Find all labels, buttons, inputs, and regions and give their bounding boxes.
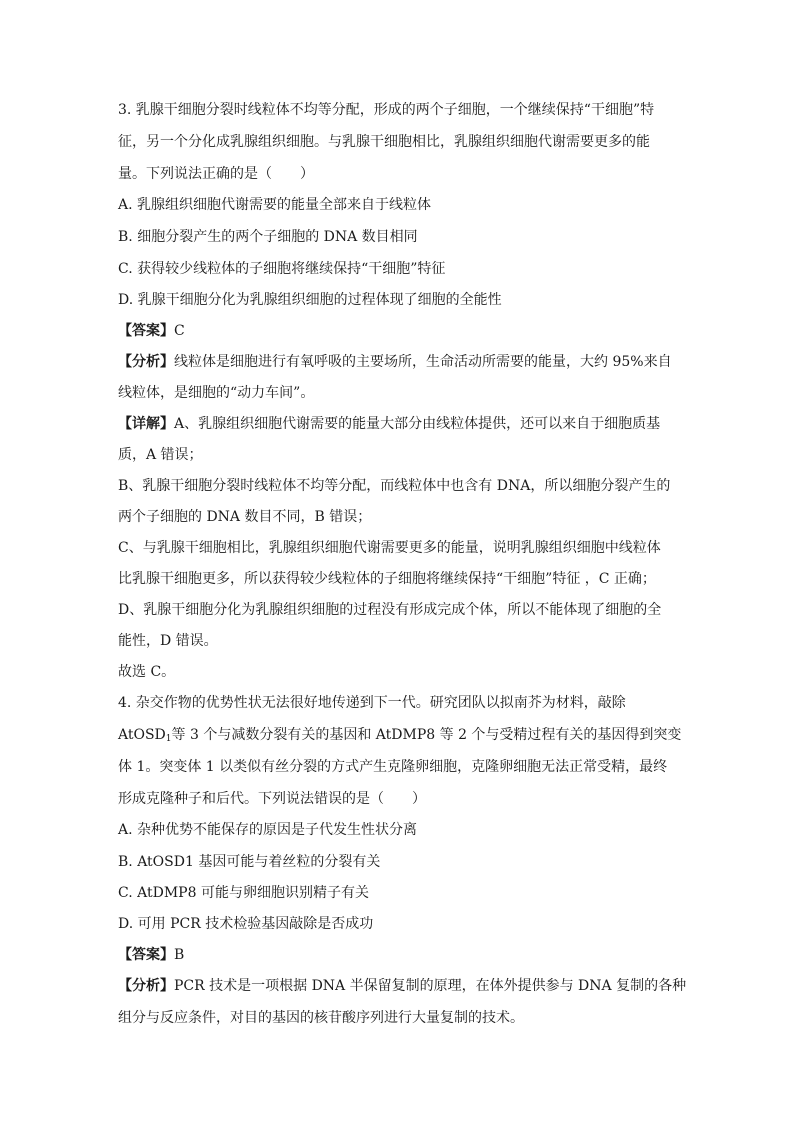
q3-answer-label: 【答案】 bbox=[118, 323, 174, 339]
q4-option-b: B. AtOSD1 基因可能与着丝粒的分裂有关 bbox=[118, 854, 381, 870]
q3-option-b: B. 细胞分裂产生的两个子细胞的 DNA 数目相同 bbox=[118, 229, 418, 245]
q3-detail-line-4: 两个子细胞的 DNA 数目不同，B 错误； bbox=[118, 509, 372, 525]
q4-option-d: D. 可用 PCR 技术检验基因敲除是否成功 bbox=[118, 916, 374, 932]
q4-analysis-text-1: PCR 技术是一项根据 DNA 半保留复制的原理，在体外提供参与 DNA 复制的各种 bbox=[174, 978, 687, 994]
q3-detail-line-6: 比乳腺干细胞更多，所以获得较少线粒体的子细胞将继续保持“干细胞”特征 ，C 正确； bbox=[118, 571, 656, 587]
q3-answer bbox=[118, 321, 185, 341]
q3-detail-line-1 bbox=[118, 414, 660, 434]
q4-answer-label: 【答案】 bbox=[118, 947, 174, 963]
q3-detail-text-1: A、乳腺组织细胞代谢需要的能量大部分由线粒体提供，还可以来自于细胞质基 bbox=[174, 416, 661, 432]
q4-analysis-label: 【分析】 bbox=[118, 978, 174, 994]
q3-detail-line-2: 质，A 错误； bbox=[118, 447, 203, 463]
q3-option-c: C. 获得较少线粒体的子细胞将继续保持“干细胞”特征 bbox=[118, 261, 446, 277]
q3-detail-label: 【详解】 bbox=[118, 416, 174, 432]
q4-option-c: C. AtDMP8 可能与卵细胞识别精子有关 bbox=[118, 885, 369, 901]
q4-analysis-line-1 bbox=[118, 976, 686, 996]
q3-option-d: D. 乳腺干细胞分化为乳腺组织细胞的过程体现了细胞的全能性 bbox=[118, 292, 502, 308]
q4-stem-line-1: 4. 杂交作物的优势性状无法很好地传递到下一代。研究团队以拟南芥为材料，敲除 bbox=[118, 695, 626, 711]
q4-gene-subscript: 1 bbox=[165, 734, 172, 744]
q3-analysis-line-2: 线粒体，是细胞的“动力车间”。 bbox=[118, 385, 315, 401]
q4-stem-line-2 bbox=[118, 725, 681, 745]
q3-stem-line-1: 3. 乳腺干细胞分裂时线粒体不均等分配，形成的两个子细胞，一个继续保持“干细胞”特 bbox=[118, 102, 655, 118]
q4-stem-line-2-rest: 等 3 个与减数分裂有关的基因和 AtDMP8 等 2 个与受精过程有关的基因得到突变 bbox=[171, 727, 682, 743]
q3-option-a: A. 乳腺组织细胞代谢需要的能量全部来自于线粒体 bbox=[118, 197, 432, 213]
q4-answer bbox=[118, 945, 184, 965]
q3-analysis-label: 【分析】 bbox=[118, 354, 174, 370]
q3-stem-line-3: 量。下列说法正确的是（ ） bbox=[118, 166, 314, 182]
q3-detail-line-3: B、乳腺干细胞分裂时线粒体不均等分配，而线粒体中也含有 DNA，所以细胞分裂产生的 bbox=[118, 478, 671, 494]
q3-detail-line-5: C、与乳腺干细胞相比，乳腺组织细胞代谢需要更多的能量，说明乳腺组织细胞中线粒体 bbox=[118, 540, 661, 556]
q4-analysis-line-2: 组分与反应条件，对目的基因的核苷酸序列进行大量复制的技术。 bbox=[118, 1010, 524, 1026]
q4-stem-line-3: 体 1。突变体 1 以类似有丝分裂的方式产生克隆卵细胞，克隆卵细胞无法正常受精，最终 bbox=[118, 759, 668, 775]
q3-analysis-line-1 bbox=[118, 352, 672, 372]
q3-answer-value: C bbox=[174, 323, 185, 339]
q4-option-a: A. 杂种优势不能保存的原因是子代发生性状分离 bbox=[118, 822, 418, 838]
q3-stem-line-2: 征，另一个分化成乳腺组织细胞。与乳腺干细胞相比，乳腺组织细胞代谢需要更多的能 bbox=[118, 134, 650, 150]
q3-conclusion: 故选 C。 bbox=[118, 664, 176, 680]
q3-detail-line-8: 能性，D 错误。 bbox=[118, 633, 218, 649]
q4-stem-line-4: 形成克隆种子和后代。下列说法错误的是（ ） bbox=[118, 791, 426, 807]
q4-gene-name: AtOSD bbox=[118, 727, 166, 743]
q3-detail-line-7: D、乳腺干细胞分化为乳腺组织细胞的过程没有形成完成个体，所以不能体现了细胞的全 bbox=[118, 602, 662, 618]
q3-analysis-text-1: 线粒体是细胞进行有氧呼吸的主要场所，生命活动所需要的能量，大约 95%来自 bbox=[174, 354, 672, 370]
q4-answer-value: B bbox=[174, 947, 185, 963]
